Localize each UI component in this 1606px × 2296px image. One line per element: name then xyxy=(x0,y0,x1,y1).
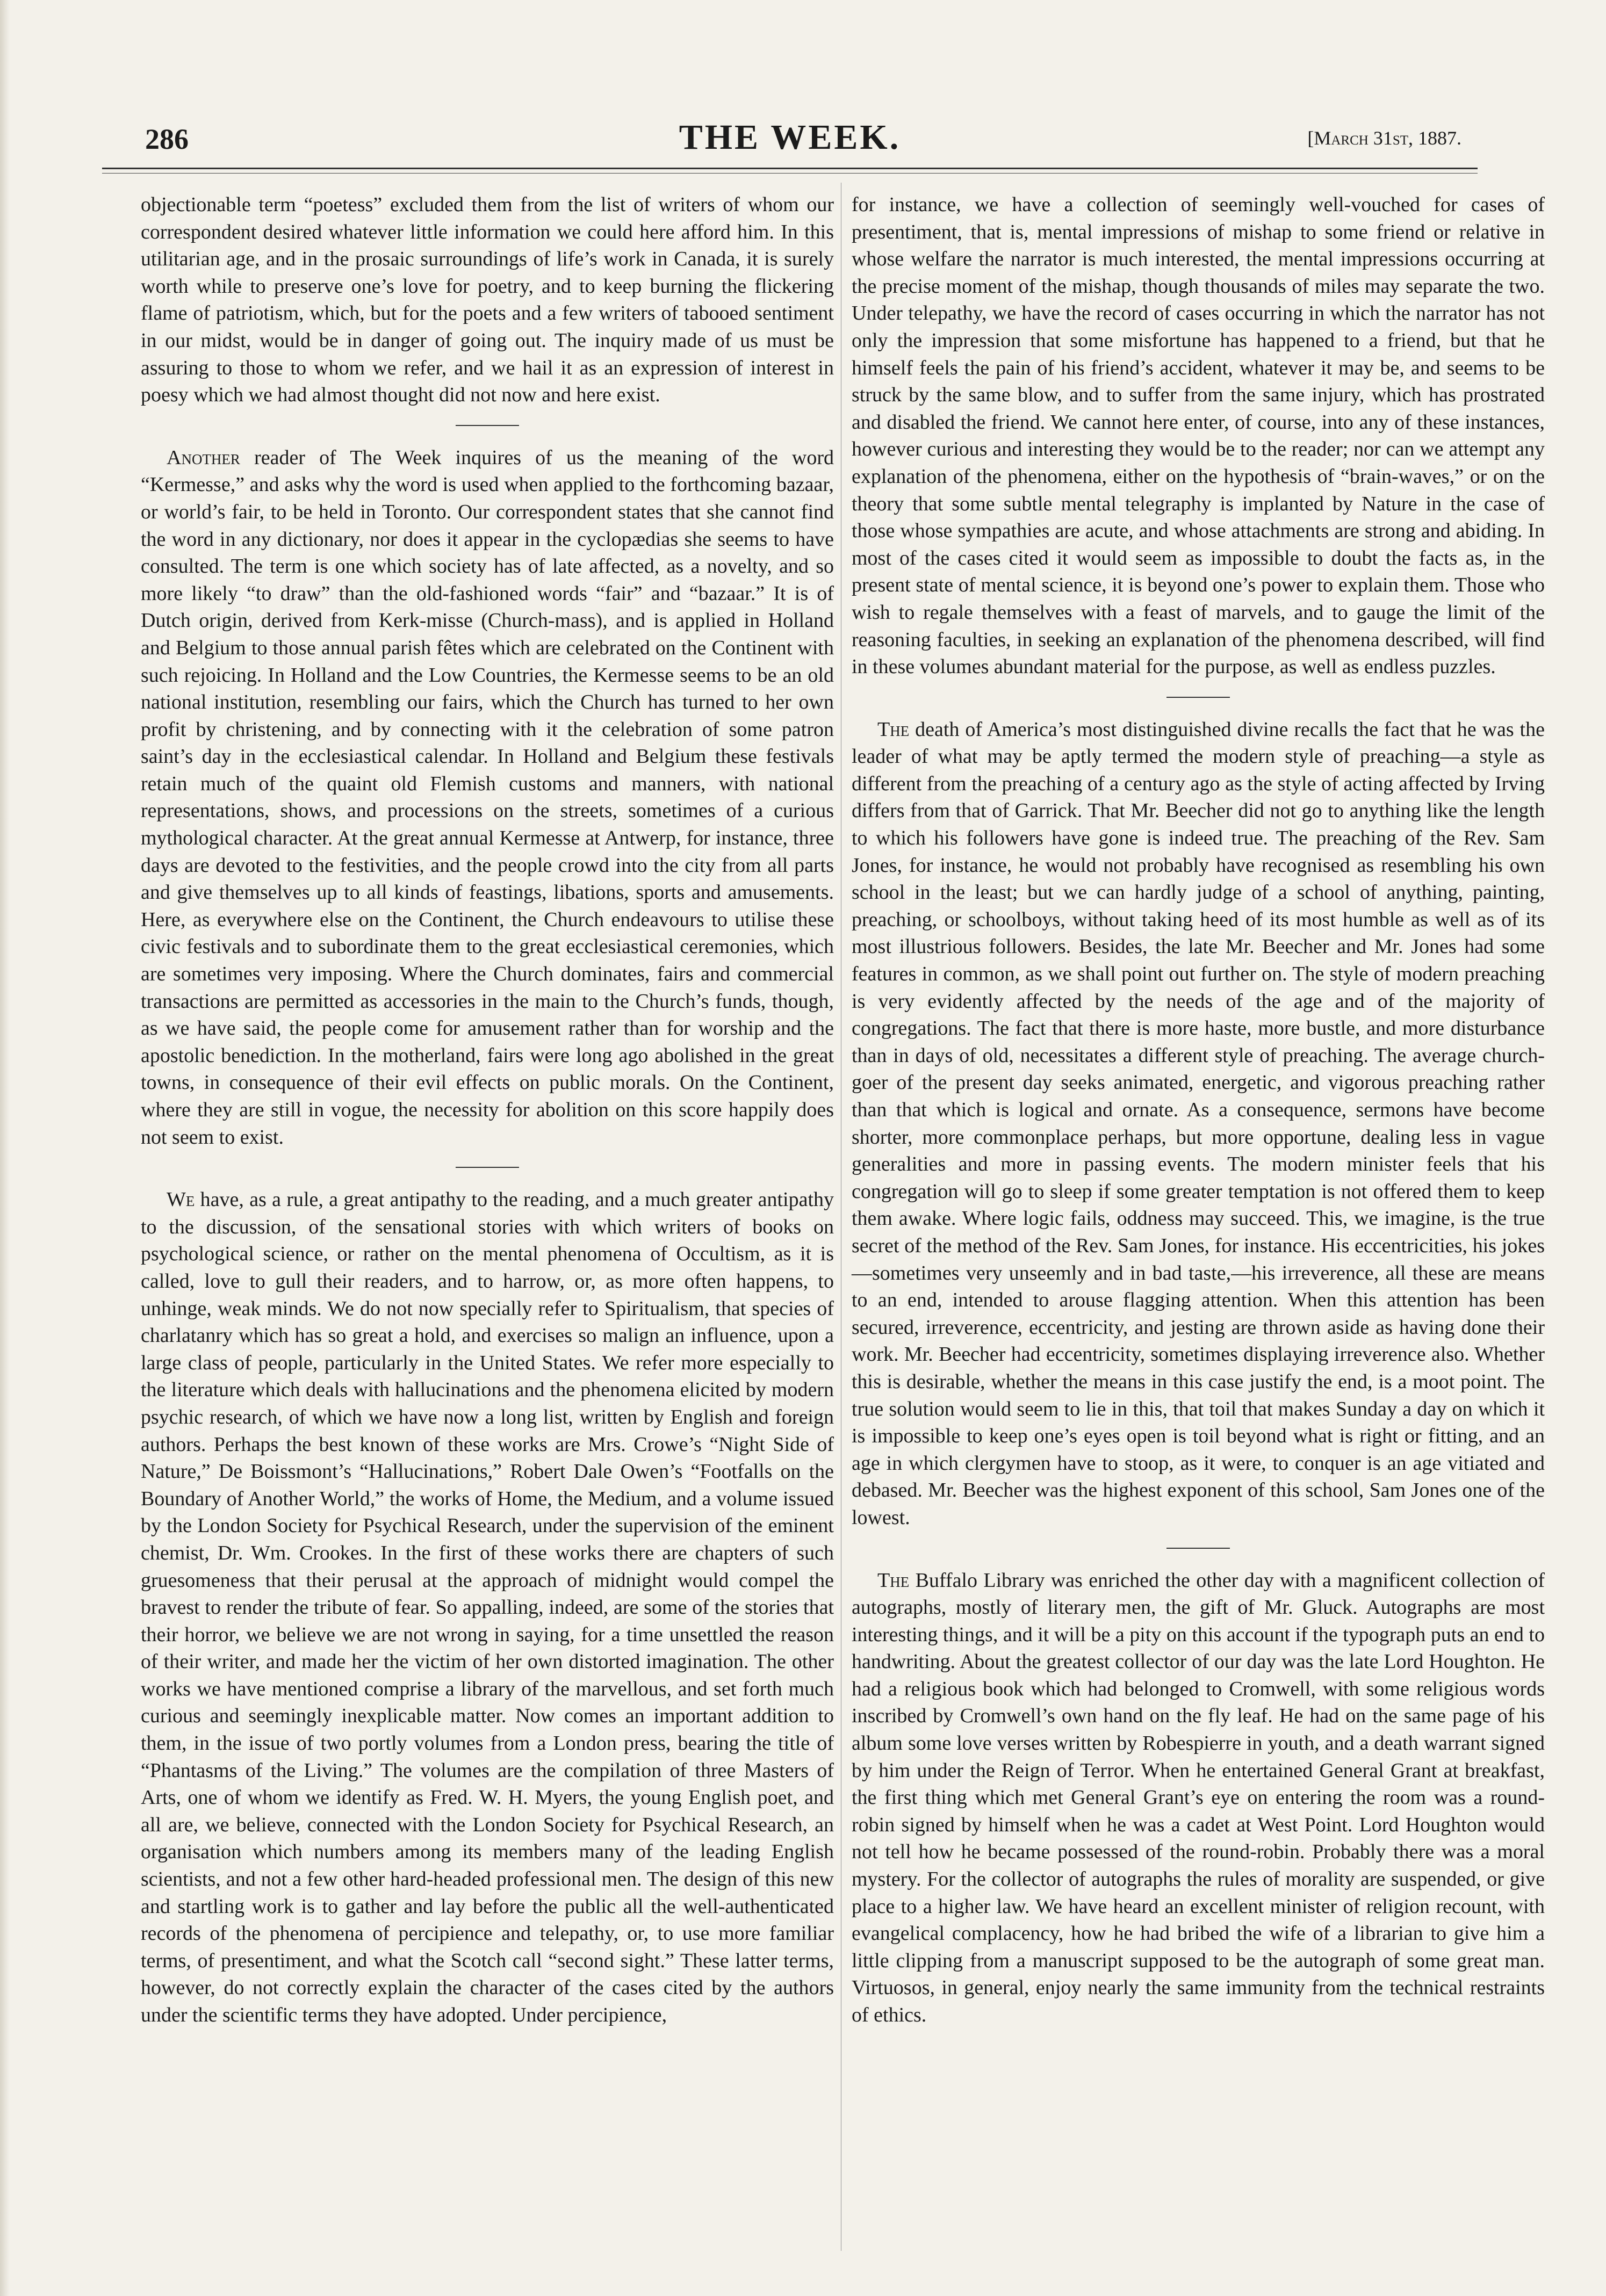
article-beecher-body: death of America’s most distinguished divine recalls the fact that he was the leader of what may be aptly termed the modern style of preaching—a style as different from the preaching of a century ago as the style of acting affected by Irving differs from that of Garrick. That Mr. Beecher did not go to anything like the length to which his followers have gone is indeed true. The preaching of the Rev. Sam Jones, for instance, he would not probably have recognised as resembling his own school in the least; but we can hardly judge of a school of anything, painting, preaching, or schoolboys, without taking heed of its most humble as well as of its most illustrious followers. Besides, the late Mr. Beecher and Mr. Jones had some features in common, as we shall point out further on. The style of modern preaching is very evidently affected by the needs of the age and of the majority of congregations. The fact that there is more haste, more bustle, and more disturbance than in days of old, necessitates a different style of preaching. The average church-goer of the present day seeks animated, energetic, and vigorous preaching rather than that which is logical and ornate. As a consequence, sermons have become shorter, more commonplace perhaps, but more opportune, dealing less in vague generalities and more in passing events. The modern minister feels that his congregation will go to sleep if some greater temptation is not offered them to keep them awake. Where logic fails, oddness may succeed. This, we imagine, is the true secret of the method of the Rev. Sam Jones, for instance. His eccentricities, his jokes—sometimes very unseemly and in bad taste,—his irreverence, all these are means to an end, intended to arouse flagging attention. When this attention has been secured, irreverence, eccentricity, and jesting are thrown aside as having done their work. Mr. Beecher had eccentricity, sometimes displaying irreverence also. Whether this is desirable, whether the means in this case justify the end, is a moot point. The true solution would seem to lie in this, that toil that makes Sunday a day on which it is impossible to keep one’s eyes open is toil beyond what is right or fitting, and an age in which clergymen have to stoop, as it were, to conquer is an age vitiated and debased. Mr. Beecher was the highest exponent of this school, Sam Jones one of the lowest. xyxy=(852,718,1545,1529)
drop-lead: Another xyxy=(167,446,240,469)
left-column xyxy=(141,191,834,2029)
header-rule-thin xyxy=(102,173,1478,174)
right-column xyxy=(852,191,1545,2029)
article-occultism-body: have, as a rule, a great antipathy to the reading, and a much greater antipathy to the discussion, of the sensational stories with which writers of books on psychological science, or rather on the mental phenomena of Occultism, as it is called, love to gull their readers, and to harrow, or, as more often happens, to unhinge, weak minds. We do not now specially refer to Spiritualism, that species of charlatanry which has so great a hold, and exercises so malign an influence, upon a large class of people, particularly in the United States. We refer more especially to the literature which deals with hallucinations and the phenomena elicited by modern psychic research, of which we have now a long list, written by English and foreign authors. Perhaps the best known of these works are Mrs. Crowe’s “Night Side of Nature,” De Boissmont’s “Hallucinations,” Robert Dale Owen’s “Footfalls on the Boundary of Another World,” the works of Home, the Medium, and a volume issued by the London Society for Psychical Research, under the supervision of the eminent chemist, Dr. Wm. Crookes. In the first of these works there are chapters of such gruesomeness that their perusal at the approach of midnight would compel the bravest to render the tribute of fear. So appalling, indeed, are some of the stories that their horror, we believe we are not wrong in saying, for a time unsettled the reason of their writer, and made her the victim of her own distorted imagination. The other works we have mentioned comprise a library of the marvellous, and set forth much curious and seemingly inexplicable matter. Now comes an important addition to them, in the issue of two portly volumes from a London press, bearing the title of “Phantasms of the Living.” The volumes are the compilation of three Masters of Arts, one of whom we identify as Fred. W. H. Myers, the young English poet, and all are, we believe, connected with the London Society for Psychical Research, an organisation which numbers among its members many of the leading English scientists, and not a few other hard-headed professional men. The design of this new and startling work is to gather and lay before the public all the well-authenticated records of the phenomena of percipience and telepathy, or, to use more familiar terms, of presentiment, and what the Scotch call “second sight.” These latter terms, however, do not correctly explain the character of the cases cited by the authors under the scientific terms they have adopted. Under percipience, xyxy=(141,1188,834,2026)
drop-lead: The xyxy=(877,718,910,741)
section-separator xyxy=(1166,1548,1230,1549)
article-occultism xyxy=(141,1186,834,2028)
page-number: 286 xyxy=(145,123,189,155)
article-poetess-continued: objectionable term “poetess” excluded them from the list of writers of whom our correspondent desired whatever little information we could here afford him. In this utilitarian age, and in the prosaic surroundings of life’s work in Canada, it is surely worth while to preserve one’s love for poetry, and to keep burning the flickering flame of patriotism, which, but for the poets and a few writers of tabooed sentiment in our midst, would be in danger of going out. The inquiry made of us must be assuring to those to whom we refer, and we hail it as an expression of interest in poesy which we had almost thought did not now and here exist. xyxy=(141,193,834,407)
article-autographs-body: Buffalo Library was enriched the other day with a magnificent collection of autographs, mostly of literary men, the gift of Mr. Gluck. Autographs are most interesting things, and it will be a pity on this account if the typograph puts an end to handwriting. About the greatest collector of our day was the late Lord Houghton. He had a religious book which had belonged to Cromwell, with some religious words inscribed by Cromwell’s own hand on the fly leaf. He had on the same page of his album some love verses written by Robespierre in youth, and a death warrant signed by him under the Reign of Terror. When he entertained General Grant at breakfast, the first thing which met General Grant’s eye on entering the room was a round-robin signed by himself when he was a cadet at West Point. Lord Houghton would not tell how he became possessed of the round-robin. Probably there was a moral mystery. For the collector of autographs the rules of morality are suspended, or give place to a higher law. We have heard an excellent minister of religion recount, with evangelical complacency, how he had bribed the wife of a librarian to give him a little clipping from a manuscript supposed to be the autograph of some great man. Virtuosos, in general, enjoy nearly the same immunity from the technical restraints of ethics. xyxy=(852,1569,1545,2026)
page-header xyxy=(102,113,1478,172)
article-occultism-continued: for instance, we have a collection of seemingly well-vouched for cases of presentiment, that is, mental impressions of mishap to some friend or relative in whose welfare the narrator is much interested, the mental impressions occurring at the precise moment of the mishap, though thousands of miles may separate the two. Under telepathy, we have the record of cases occurring in which the narrator has not only the impression that some misfortune has happened to a friend, but that he himself feels the pain of his friend’s accident, whatever it may be, and seems to be struck by the same blow, and to suffer from the same injury, which has prostrated and disabled the friend. We cannot here enter, of course, into any of these instances, however curious and interesting they would be to the reader; nor can we attempt any explanation of the phenomena, either on the hypothesis of “brain-waves,” or on the theory that some subtle mental telegraphy is implanted by Nature in the case of those whose sympathies are acute, and whose attachments are strong and abiding. In most of the cases cited it would seem as impossible to doubt the facts as, in the present state of mental science, it is beyond one’s power to explain them. Those who wish to regale themselves with a feast of marvels, and to gauge the limit of the reasoning faculties, in seeking an explanation of the phenomena described, will find in these volumes abundant material for the purpose, as well as endless puzzles. xyxy=(852,193,1545,678)
article-kermesse xyxy=(141,444,834,1151)
section-separator xyxy=(456,425,519,426)
drop-lead: The xyxy=(877,1569,910,1592)
drop-lead: We xyxy=(167,1188,195,1211)
issue-date: [March 31st, 1887. xyxy=(1307,127,1461,149)
article-autographs xyxy=(852,1567,1545,2029)
publication-title: THE WEEK. xyxy=(679,118,901,157)
page-edge-shadow xyxy=(0,0,10,2296)
header-rule xyxy=(102,168,1478,169)
section-separator xyxy=(1166,697,1230,698)
article-kermesse-body: reader of The Week inquires of us the meaning of the word “Kermesse,” and asks why the word is used when applied to the forthcoming bazaar, or world’s fair, to be held in Toronto. Our correspondent states that she cannot find the word in any dictionary, nor does it appear in the cyclopædias she seems to have consulted. The term is one which society has of late affected, as a novelty, and so more likely “to draw” than the old-fashioned words “fair” and “bazaar.” It is of Dutch origin, derived from Kerk-misse (Church-mass), and is applied in Holland and Belgium to those annual parish fêtes which are celebrated on the Continent with such rejoicing. In Holland and the Low Countries, the Kermesse seems to be an old national institution, resembling our fairs, which the Church has turned to her own profit by christening, and by connecting with it the celebration of some patron saint’s day in the ecclesiastical calendar. In Holland and Belgium these festivals retain much of the quaint old Flemish customs and manners, with national representations, shows, and processions on the streets, sometimes of a curious mythological character. At the great annual Kermesse at Antwerp, for instance, three days are devoted to the festivities, and the people crowd into the city from all parts and give themselves up to all kinds of feastings, libations, sports and amusements. Here, as everywhere else on the Continent, the Church endeavours to utilise these civic festivals and to subordinate them to the great ecclesiastical ceremonies, which are sometimes very imposing. Where the Church dominates, fairs and commercial transactions are permitted as accessories in the main to the Church’s funds, though, as we have said, the people come for amusement rather than for worship and the apostolic benediction. In the motherland, fairs were long ago abolished in the great towns, in consequence of their evil effects on public morals. On the Continent, where they are still in vogue, the necessity for abolition on this score happily does not seem to exist. xyxy=(141,446,834,1149)
section-separator xyxy=(456,1167,519,1168)
article-beecher xyxy=(852,716,1545,1532)
